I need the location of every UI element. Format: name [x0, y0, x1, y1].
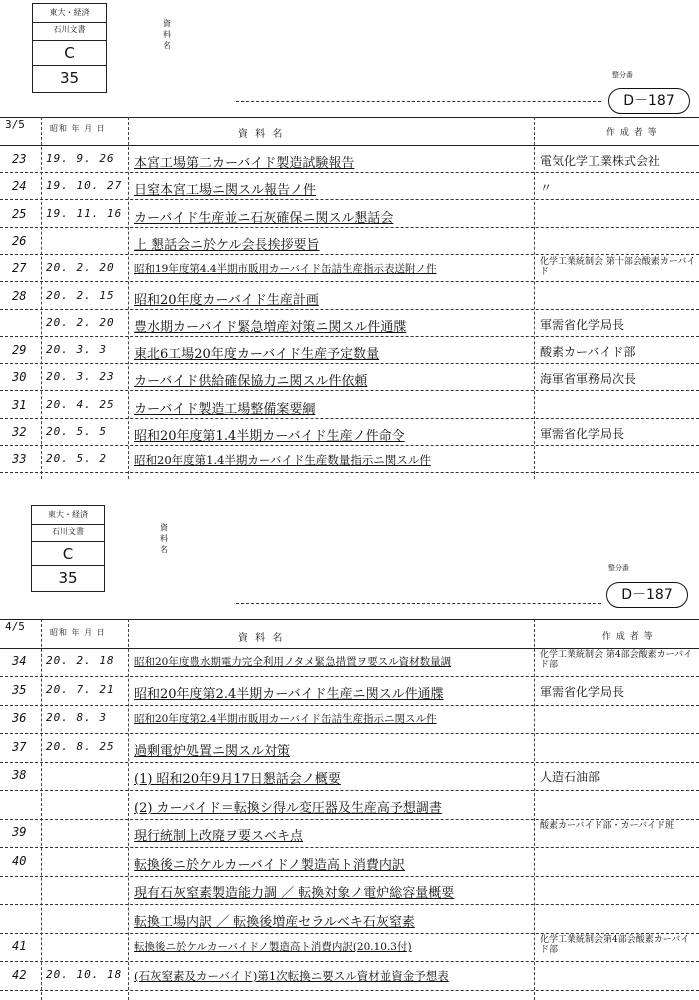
row-number: 37: [12, 740, 27, 754]
row-title: 昭和20年度第2.4半期カーバイド生産ニ関スル件通牒: [134, 687, 444, 702]
row-title: カーバイド製造工場整備案要綱: [134, 402, 316, 417]
row-number: 39: [12, 825, 27, 839]
row-separator: [0, 227, 699, 228]
header-author: 作 成 者 等: [606, 128, 658, 138]
row-date: 20. 2. 18: [46, 654, 115, 667]
row-author: 電気化学工業株式会社: [540, 154, 661, 168]
doc-label: 資料名: [163, 19, 171, 50]
row-number: 24: [12, 179, 27, 193]
row-separator: [0, 445, 699, 446]
row-separator: [0, 762, 699, 763]
row-date: 19. 9. 26: [46, 152, 115, 165]
row-number: 32: [12, 425, 27, 439]
row-author: 酸素カーバイド部: [540, 345, 636, 359]
doc-label: 資料名: [160, 523, 168, 554]
row-number: 36: [12, 711, 27, 725]
row-number: 30: [12, 370, 27, 384]
row-number: 31: [12, 398, 27, 412]
row-author: 軍需省化学局長: [540, 427, 625, 441]
header-title: 資 料 名: [238, 633, 285, 644]
row-date: 20. 2. 20: [46, 261, 115, 274]
row-title: 昭和20年度豊水期電力完全利用ノタメ緊急措置ヲ要スル資材数量調: [134, 656, 452, 668]
row-date: 19. 11. 16: [46, 207, 123, 220]
row-separator: [0, 990, 699, 991]
row-date: 20. 3. 3: [46, 343, 107, 356]
row-date: 20. 3. 23: [46, 370, 115, 383]
row-separator: [0, 199, 699, 200]
row-date: 19. 10. 27: [46, 179, 123, 192]
archive-stamp: [32, 3, 107, 93]
row-author: 人造石油部: [540, 770, 601, 784]
row-author: 軍需省化学局長: [540, 685, 625, 699]
stamp-collection: 石川文書: [33, 22, 106, 36]
row-separator: [0, 281, 699, 282]
row-title: (石灰窒素及カーバイド)第1次転換ニ要スル資材並資金予想表: [134, 969, 449, 983]
row-date: 20. 5. 2: [46, 452, 107, 465]
row-number: 34: [12, 654, 27, 668]
row-title: 転換後ニ於ケルカーバイドノ製造高ト消費内訳(20.10.3付): [134, 941, 412, 953]
row-number: 38: [12, 768, 27, 782]
row-separator: [0, 847, 699, 848]
row-author: 〃: [540, 181, 553, 195]
row-number: 26: [12, 234, 27, 248]
row-date: 20. 10. 18: [46, 968, 123, 981]
row-number: 35: [12, 683, 27, 697]
page-number: 4/5: [5, 620, 25, 633]
row-number: 28: [12, 289, 27, 303]
row-date: 20. 8. 25: [46, 740, 115, 753]
row-title: 過剰電炉処置ニ関スル対策: [134, 744, 291, 759]
row-author: 海軍省軍務局次長: [540, 372, 637, 386]
row-separator: [0, 705, 699, 706]
header-date: 昭和 年 月 日: [50, 124, 106, 133]
row-separator: [0, 961, 699, 962]
row-title: 転換工場内訳 ／ 転換後増産セラルベキ石灰窒素: [134, 915, 415, 930]
row-separator: [0, 309, 699, 310]
file-no-label: 整分番: [612, 71, 633, 79]
row-title: 転換後ニ於ケルカーバイドノ製造高ト消費内訳: [134, 858, 405, 873]
row-separator: [0, 933, 699, 934]
row-date: 20. 4. 25: [46, 398, 115, 411]
row-separator: [0, 472, 699, 473]
stamp-code: C: [32, 541, 104, 566]
row-title: 豊水期カーバイド緊急増産対策ニ関スル件通牒: [134, 320, 407, 335]
row-number: 27: [12, 261, 27, 275]
row-date: 20. 2. 20: [46, 316, 115, 329]
row-number: 25: [12, 207, 27, 221]
stamp-archive: 東大・経済: [48, 510, 88, 519]
row-separator: [0, 876, 699, 877]
row-title: (2) カーバイド＝転換シ得ル変圧器及生産高予想調書: [134, 801, 442, 816]
row-title: 東北6工場20年度カーバイド生産予定数量: [134, 347, 380, 362]
row-title: 昭和19年度第4.4半期市販用カーバイド缶詰生産指示表送附ノ件: [134, 263, 437, 275]
row-title: 日窒本宮工場ニ関スル報告ノ件: [134, 183, 317, 198]
row-separator: [0, 819, 699, 820]
row-separator: [0, 254, 699, 255]
row-number: 41: [12, 939, 27, 953]
row-author: 化学工業統制会第4部会酸素カーバイド部: [540, 935, 690, 955]
row-number: 40: [12, 854, 27, 868]
row-separator: [0, 790, 699, 791]
row-title: 上 懇話会ニ於ケル会長挨拶要旨: [134, 238, 320, 253]
row-title: 昭和20年度第2.4半期市販用カーバイド缶詰生産指示ニ関スル件: [134, 713, 437, 725]
row-title: 昭和20年度第1.4半期カーバイド生産数量指示ニ関スル件: [134, 453, 431, 467]
row-title: 昭和20年度カーバイド生産計画: [134, 293, 319, 308]
row-title: カーバイド生産並ニ石灰確保ニ関スル懇話会: [134, 211, 394, 226]
row-author: 酸素カーバイド部・カーバイド班: [540, 821, 675, 831]
row-separator: [0, 336, 699, 337]
row-separator: [0, 172, 699, 173]
row-author: 軍需省化学局長: [540, 318, 625, 332]
archive-stamp: [31, 505, 105, 592]
row-date: 20. 2. 15: [46, 289, 115, 302]
row-title: 現行統制上改廃ヲ要スベキ点: [134, 829, 304, 844]
row-separator: [0, 390, 699, 391]
row-separator: [0, 363, 699, 364]
row-title: 現有石灰窒素製造能力調 ／ 転換対象ノ電炉総容量概要: [134, 886, 455, 901]
row-number: 23: [12, 152, 27, 166]
stamp-number: 35: [33, 65, 106, 90]
row-separator: [0, 676, 699, 677]
file-no-label: 整分番: [608, 564, 629, 572]
row-number: 29: [12, 343, 27, 357]
row-author: 化学工業統制会 第4部会酸素カーバイド部: [540, 650, 693, 670]
file-number: D－187: [608, 88, 690, 114]
row-title: カーバイド供給確保協力ニ関スル件依頼: [134, 374, 368, 389]
row-date: 20. 8. 3: [46, 711, 107, 724]
header-date: 昭和 年 月 日: [50, 628, 106, 637]
row-separator: [0, 904, 699, 905]
row-title: (1) 昭和20年9月17日懇話会ノ概要: [134, 772, 341, 787]
stamp-code: C: [33, 40, 106, 65]
row-date: 20. 7. 21: [46, 683, 115, 696]
row-author: 化学工業統制会 第十部会酸素カーバイド: [540, 257, 696, 277]
row-separator: [0, 418, 699, 419]
page-number: 3/5: [5, 118, 25, 131]
row-date: 20. 5. 5: [46, 425, 107, 438]
stamp-collection: 石川文書: [32, 524, 104, 538]
row-title: 昭和20年度第1.4半期カーバイド生産ノ件命令: [134, 429, 405, 444]
header-title: 資 料 名: [238, 129, 285, 140]
row-number: 42: [12, 968, 27, 982]
file-number: D－187: [606, 582, 688, 608]
row-separator: [0, 733, 699, 734]
header-author: 作 成 者 等: [602, 632, 654, 642]
stamp-archive: 東大・経済: [49, 8, 90, 17]
stamp-number: 35: [32, 565, 104, 590]
row-title: 本宮工場第二カーバイド製造試験報告: [134, 156, 355, 171]
row-number: 33: [12, 452, 27, 466]
